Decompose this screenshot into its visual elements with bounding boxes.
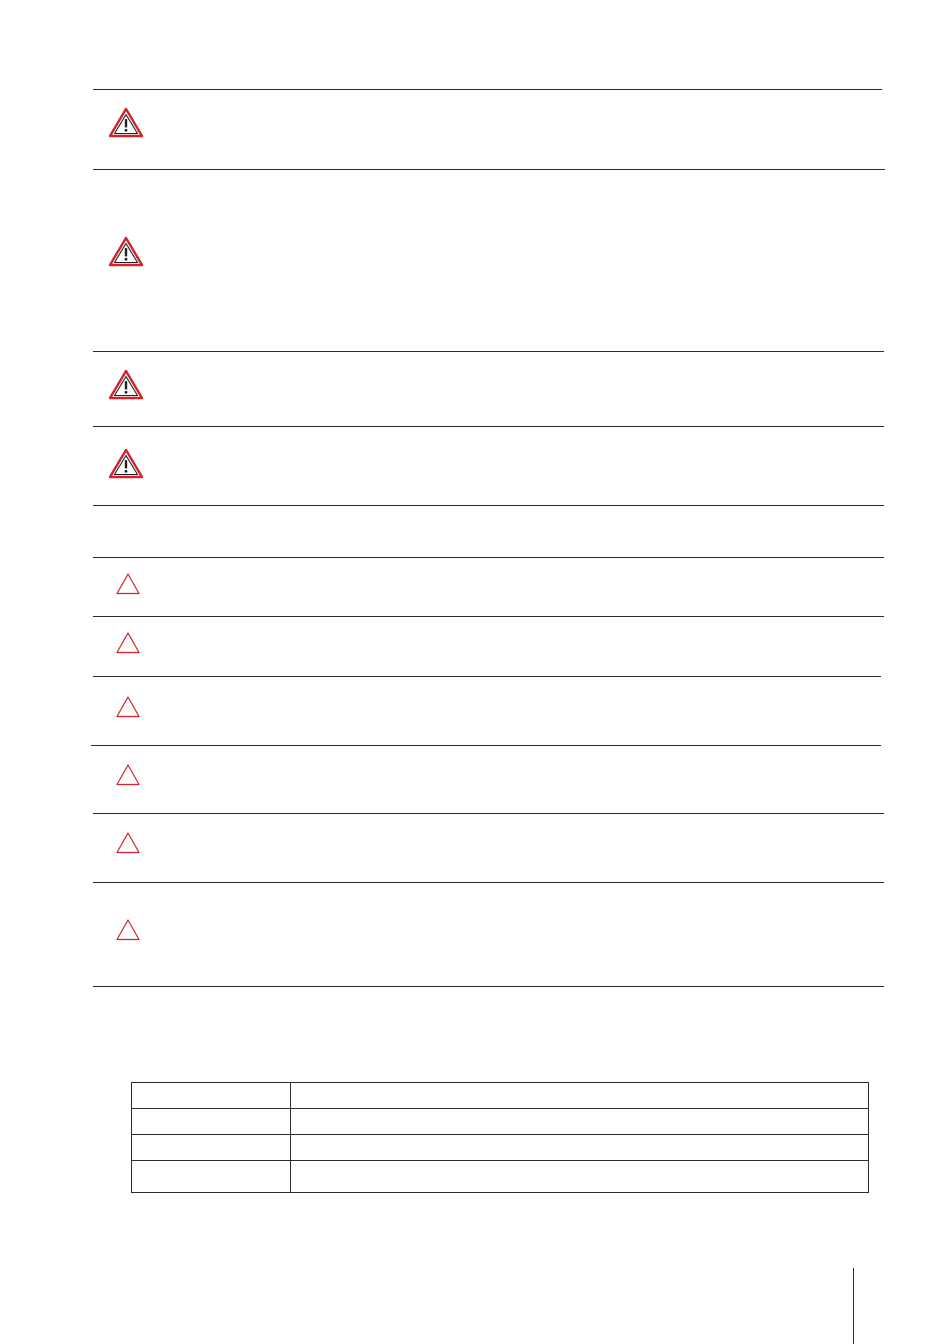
table-cell (291, 1161, 869, 1193)
warning-triangle-exclamation-icon (108, 106, 144, 138)
table-cell (132, 1083, 291, 1109)
divider (93, 557, 884, 558)
caution-triangle-outline-icon (114, 918, 142, 942)
table-cell (291, 1135, 869, 1161)
caution-triangle-outline-icon (114, 695, 142, 719)
table-row (132, 1083, 869, 1109)
caution-triangle-outline-icon (114, 572, 142, 596)
divider (93, 169, 885, 170)
table-row (132, 1109, 869, 1135)
table-row (132, 1135, 869, 1161)
table-cell (291, 1109, 869, 1135)
warning-triangle-exclamation-icon (108, 368, 144, 400)
table-cell (132, 1135, 291, 1161)
divider (93, 813, 884, 814)
page-margin-rule (853, 1268, 854, 1344)
spec-table (131, 1082, 869, 1193)
divider (93, 505, 884, 506)
divider-bottom (93, 986, 884, 987)
caution-triangle-outline-icon (114, 763, 142, 787)
divider-top (93, 89, 882, 90)
divider (93, 351, 884, 352)
caution-triangle-outline-icon (114, 831, 142, 855)
warning-triangle-exclamation-icon (108, 447, 144, 479)
table-cell (132, 1161, 291, 1193)
divider (91, 745, 881, 746)
divider (93, 616, 884, 617)
warning-triangle-exclamation-icon (108, 235, 144, 267)
divider (93, 676, 881, 677)
table-cell (132, 1109, 291, 1135)
table-row (132, 1161, 869, 1193)
table-cell (291, 1083, 869, 1109)
caution-triangle-outline-icon (114, 631, 142, 655)
divider (93, 882, 884, 883)
divider (93, 426, 884, 427)
